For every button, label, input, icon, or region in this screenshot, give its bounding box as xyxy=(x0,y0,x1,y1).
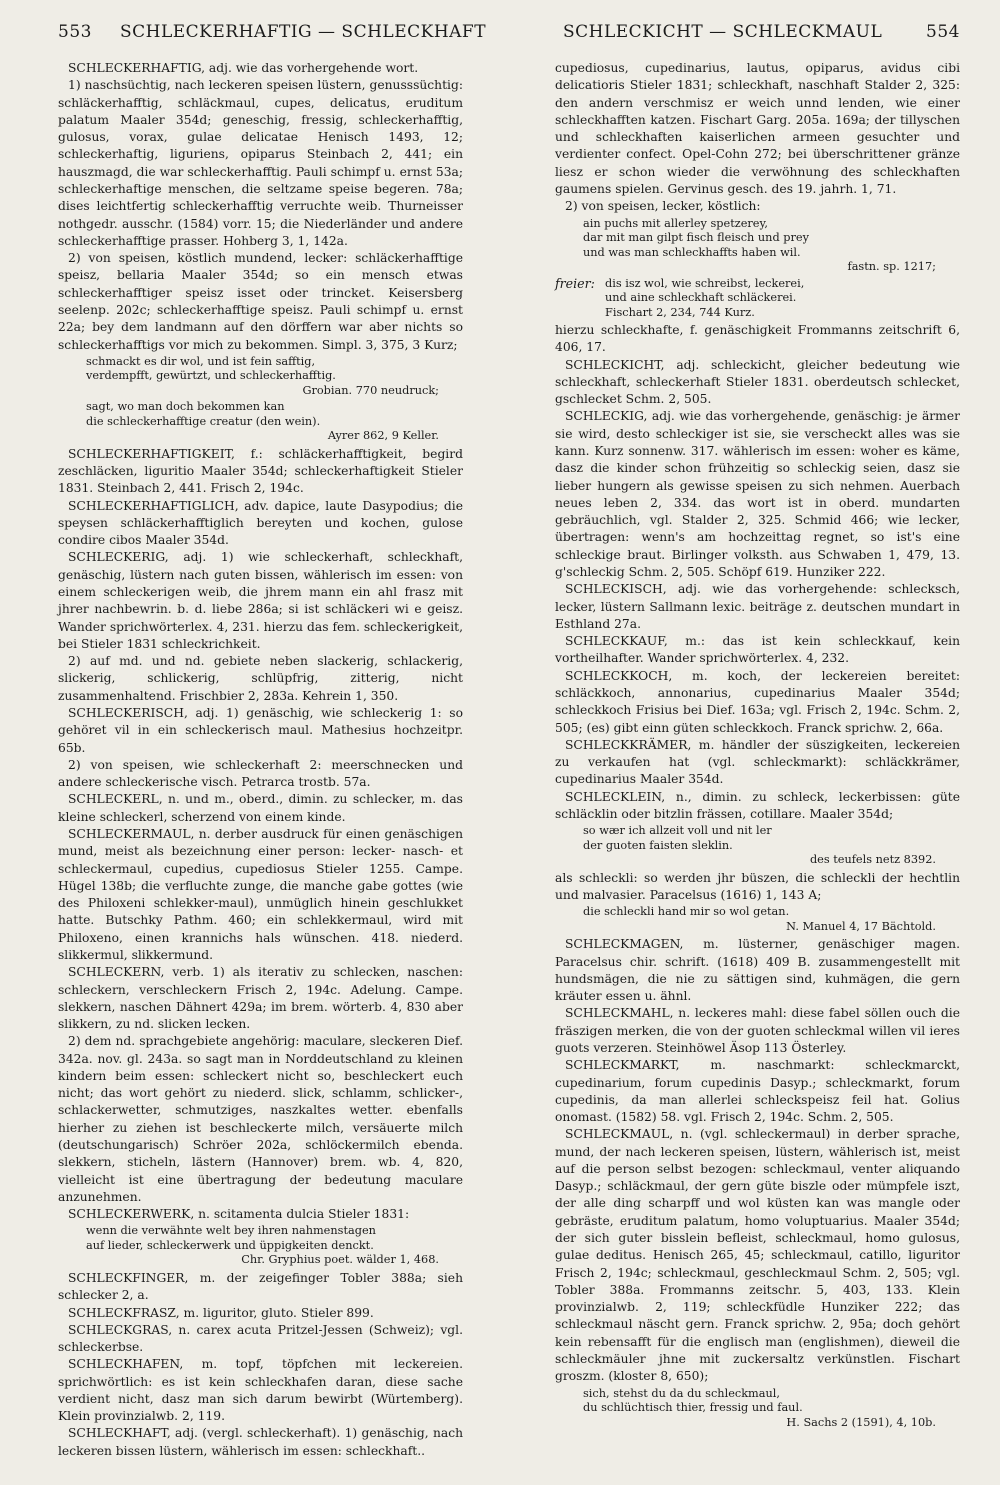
quote-lines xyxy=(605,277,960,321)
entry-sense: 2) von speisen, lecker, köstlich: xyxy=(565,199,761,214)
text-columns xyxy=(58,60,960,1460)
entry-sense: 2) auf md. und nd. gebiete neben slackerig, schlackerig, slickerig, schlickerig, schlüpfrig, zitterig, nicht zusammenhaltend. Frischbier 2, 283a. Kehrein 1, 350. xyxy=(58,654,463,703)
quotation xyxy=(86,400,463,444)
dictionary-entry: SCHLECKMARKT, m. naschmarkt: schleckmarckt, cupedinarium, forum cupedinis Dasyp.; schleckmarkt, forum cupedinis, da man allerlei schleckspeisz feil hat. Golius onomast. (1582) 58. vgl. Frisch 2, 194c. Schm. 2, 505. xyxy=(555,1058,960,1125)
dictionary-entry: SCHLECKMAGEN, m. lüsterner, genäschiger magen. Paracelsus chir. schrift. (1618) 409 B. zusammengestellt mit hundsmägen, die nie zu sättigen sind, kuhmägen, die gern kräuter essen u. ähnl. xyxy=(555,937,960,1004)
quotation xyxy=(583,217,960,275)
quote-line: auf lieder, schleckerwerk und üppigkeiten denckt. xyxy=(86,1238,374,1252)
dictionary-entry: SCHLECKHAFT, adj. (vergl. schleckerhaft). 1) genäschig, nach leckeren bissen lüstern, wählerisch im essen: schleckhaft.. xyxy=(58,1426,463,1458)
quote-source: Chr. Gryphius poet. wälder 1, 468. xyxy=(241,1253,439,1267)
quote-line: dis isz wol, wie schreibst, leckerei, xyxy=(605,276,805,290)
page-number-right: 554 xyxy=(926,22,960,42)
quote-line: ain puchs mit allerley spetzerey, xyxy=(583,216,768,230)
entry-sense: 2) dem nd. sprachgebiete angehörig: maculare, sleckeren Dief. 342a. nov. gl. 243a. so sagt man in Norddeutschland zu kleinen kindern beim essen: schleckert nicht so, beschleckert euch nicht; das wort gehört zu niederd. slick, schlamm, schlicker-, schlackerwetter, schmutziges, naszkaltes wetter. ebenfalls hierher zu ziehen ist beschleckerte milch, versäuerte milch (deutschungarisch) Schröer 202a, schlöckermilch ebenda. slekkern, sticheln, lästern (Hannover) brem. wb. 4, 820, vielleicht ist eine übertragung der bedeutung maculare anzunehmen. xyxy=(58,1034,463,1204)
dictionary-entry: SCHLECKMAUL, n. (vgl. schleckermaul) in derber sprache, mund, der nach leckeren speisen, lüstern, wählerisch ist, meist auf die person selbst bezogen: schleckmaul, venter aliquando Dasyp.; schläckmaul, der gern güte biszle oder mümpfele iszt, der alle ding scharpff und wol küsten kan was mangle oder gebräste, eruditum palatum, homo voluptuarius. Maaler 354d; der sich guter bisslein befleist, schleckmaul, homo gulosus, gulae deditus. Henisch 265, 45; schleckmaul, catillo, liguritor Frisch 2, 194c; schleckmaul, geschleckmaul Schm. 2, 505; vgl. Tobler 388a. Frommanns zeitschr. 5, 403, 133. Klein provinzialwb. 2, 119; schleckfüdle Hunziker 222; das schleckmaul näscht gern. Franck sprichw. 2, 95a; doch gehört kein rebensafft für die englisch man (englishmen), dieweil die schleckmäuler jhne mit zuckersaltz verkünstlen. Fischart groszm. (kloster 8, 650); xyxy=(555,1127,960,1384)
quote-line: verdempfft, gewürtzt, und schleckerhafftig. xyxy=(86,369,336,383)
page-header xyxy=(58,18,960,46)
dictionary-entry: SCHLECKICHT, adj. schleckicht, gleicher bedeutung wie schleckhaft, schleckerhaft Stieler 1831. oberdeutsch schlecket, gschlecket Schm. 2, 505. xyxy=(555,357,960,407)
running-title-left: SCHLECKERHAFTIG — SCHLECKHAFT xyxy=(120,22,487,42)
entry-sense: 1) naschsüchtig, nach leckeren speisen lüstern, genusssüchtig: schläckerhafftig, schläckmaul, cupes, delicatus, eruditum palatum Maaler 354d; geneschig, fressig, schleckerhafftig, gulosus, vorax, gulae delicatae Henisch 1493, 12; schleckerhaftig, liguriens, opiparus Steinbach 2, 441; ein hauszmagd, die war schleckerhafftig. Pauli schimpf u. ernst 53a; schleckerhaftige menschen, die seltzame speise begeren. 78a; dises leichtfertig schleckerhafftig verruchte weib. Thurneisser nothgedr. ausschr. (1584) vorr. 15; die Niederländer und andere schleckerhafftige prasser. Hohberg 3, 1, 142a. xyxy=(58,78,463,248)
quote-source: Ayrer 862, 9 Keller. xyxy=(327,429,439,443)
dictionary-entry: SCHLECKKOCH, m. koch, der leckereien bereitet: schläckkoch, annonarius, cupedinarius Maaler 354d; schleckkoch Frisius bei Dief. 163a; vgl. Frisch 2, 194c. Schm. 2, 505; (es) gibt einn güten schleckkoch. Franck sprichw. 2, 66a. xyxy=(555,668,960,735)
dictionary-entry: SCHLECKERL, n. und m., oberd., dimin. zu schlecker, m. das kleine schleckerl, scherzend von einem kinde. xyxy=(58,792,463,824)
quote-line: die schleckerhafftige creatur (den wein). xyxy=(86,414,321,428)
quote-source: fastn. sp. 1217; xyxy=(847,260,936,274)
quotation xyxy=(86,355,463,399)
page-number-left: 553 xyxy=(58,22,92,42)
entry-text: als schleckli: so werden jhr büszen, die schleckli der hechtlin und malvasier. Paracelsus (1616) 1, 143 A; xyxy=(555,870,960,902)
quote-line: und aine schleckhaft schläckerei. xyxy=(605,291,797,305)
dictionary-entry: SCHLECKERWERK, n. scitamenta dulcia Stieler 1831: xyxy=(68,1207,410,1222)
dictionary-entry: SCHLECKERIG, adj. 1) wie schleckerhaft, schleckhaft, genäschig, lüstern nach guten bissen, wählerisch im essen: von einem schleckerigen weib, die jhrem mann ein ahl frasz mit jhrer nachbewrin. b. d. liebe 286a; si ist schläckeri wi e geisz. Wander sprichwörterlex. 4, 231. hierzu das fem. schleckerigkeit, bei Stieler 1831 schleckrichkeit. xyxy=(58,550,463,651)
quotation xyxy=(583,824,960,868)
dictionary-entry: SCHLECKKAUF, m.: das ist kein schleckkauf, kein vortheilhafter. Wander sprichwörterlex. 4, 232. xyxy=(555,634,960,666)
dictionary-entry: SCHLECKERISCH, adj. 1) genäschig, wie schleckerig 1: so gehöret vil in ein schleckerisch maul. Mathesius hochzeitpr. 65b. xyxy=(58,706,463,755)
quote-source: Fischart 2, 234, 744 Kurz. xyxy=(605,305,755,319)
quote-line: so wær ich allzeit voll und nit ler xyxy=(583,824,772,838)
quote-line: dar mit man gilpt fisch fleisch und prey xyxy=(583,231,809,245)
dictionary-entry: SCHLECKMAHL, n. leckeres mahl: diese fabel söllen ouch die fräszigen merken, die von der guoten schleckmal willen vil ieres guots verzeren. Steinhöwel Äsop 113 Österley. xyxy=(555,1006,960,1055)
dictionary-entry: SCHLECKISCH, adj. wie das vorhergehende: schlecksch, lecker, lüstern Sallmann lexic. beiträge z. deutschen mundart in Esthland 27a. xyxy=(555,582,960,631)
quote-source: H. Sachs 2 (1591), 4, 10b. xyxy=(786,1415,936,1429)
entry-text: cupediosus, cupedinarius, lautus, opiparus, avidus cibi delicatioris Stieler 1831; schleckhaft, naschhaft Stalder 2, 325: den andern verschmisz er weich unnd lenden, wie einer schleckhafften katzen. Fischart Garg. 205a. 169a; der tillyschen und schleckhaften kaiserlichen armeen gesuchter und verdienter confect. Opel-Cohn 272; bei überschrittener gränze liesz er schon wieder die verwöhnung des schleckhaften gaumens spielen. Gervinus gesch. des 19. jahrh. 1, 71. xyxy=(555,61,960,196)
dictionary-entry: SCHLECKGRAS, n. carex acuta Pritzel-Jessen (Schweiz); vgl. schleckerbse. xyxy=(58,1322,463,1355)
dictionary-entry: SCHLECKERN, verb. 1) als iterativ zu schlecken, naschen: schleckern, verschleckern Frisch 2, 194c. Adelung. Campe. slekkern, naschen Dähnert 429a; im brem. wörterb. 4, 830 aber slikkern, zu nd. slicken lecken. xyxy=(58,965,463,1032)
quotation xyxy=(86,1224,463,1268)
quote-source: Grobian. 770 neudruck; xyxy=(302,383,439,397)
dictionary-entry: SCHLECKKRÄMER, m. händler der süszigkeiten, leckereien zu verkaufen hat (vgl. schleckmarkt): schläckkrämer, cupedinarius Maaler 354d. xyxy=(555,737,960,787)
dictionary-entry: SCHLECKERHAFTIG, adj. wie das vorhergehende wort. xyxy=(68,61,419,75)
dictionary-entry: SCHLECKIG, adj. wie das vorhergehende, genäschig: je ärmer sie wird, desto schleckiger ist sie, sie verscheckt alles was sie kann. Kurz sonnenw. 317. wählerisch im essen: woher es käme, dasz die kinder schon frühzeitig so schleckig seien, dasz sie lieber hungern als gewisse speisen zu sich nehmen. Auerbach neues leben 2, 334. das wort ist in oberd. mundarten gebräuchlich, vgl. Stalder 2, 325. Schmid 466; wie lecker, übertragen: wenn's am hochzeittag regnet, so ist's eine schleckige braut. Birlinger volksth. aus Schwaben 1, 479, 13. g'schleckig Schm. 2, 505. Schöpf 619. Hunziker 222. xyxy=(555,409,960,579)
quote-source: des teufels netz 8392. xyxy=(809,853,936,867)
quote-label: freier: xyxy=(555,275,595,291)
dictionary-entry: SCHLECKHAFEN, m. topf, töpfchen mit leckereien. sprichwörtlich: es ist kein schleckhafen daran, diese sache verdient nicht, dasz man sich darum bewirbt (Würtemberg). Klein provinzialwb. 2, 119. xyxy=(58,1357,463,1424)
dictionary-entry: SCHLECKFINGER, m. der zeigefinger Tobler 388a; sieh schlecker 2, a. xyxy=(58,1270,463,1303)
quotation xyxy=(555,277,960,321)
quotation xyxy=(583,1387,960,1431)
dictionary-entry: SCHLECKERMAUL, n. derber ausdruck für einen genäschigen mund, meist als bezeichnung einer person: lecker- nasch- et schleckermaul, cupedius, cupediosus Stieler 1255. Campe. Hügel 138b; die verfluchte zunge, die manche gabe gottes (wie des Philoxeni schlekker-maul), unmüglich hinein geschlukket hatte. Butschky Pathm. 460; ein schlekkermaul, wird mit Philoxeno, einen krannichs hals wünschen. 418. niederd. slikkermul, slikkermund. xyxy=(58,826,463,962)
entry-sense: 2) von speisen, köstlich mundend, lecker: schläckerhafftige speisz, bellaria Maaler 354d; so ein mensch etwas schleckerhafftiger speisz isset oder trincket. Keisersberg seelenp. 202c; schleckerhafftige speisz. Pauli schimpf u. ernst 22a; bey dem landmann auf den dörffern war aber nichts so schleckerhafftigs vor mich zu bekommen. Simpl. 3, 375, 3 Kurz; xyxy=(58,251,463,352)
quote-line: wenn die verwähnte welt bey ihren nahmenstagen xyxy=(86,1224,376,1238)
quotation xyxy=(583,905,960,934)
quote-line: der guoten faisten sleklin. xyxy=(583,838,733,852)
quote-source: N. Manuel 4, 17 Bächtold. xyxy=(786,919,936,933)
quote-line: und was man schleckhaffts haben wil. xyxy=(583,245,801,259)
dictionary-entry: SCHLECKERHAFTIGKEIT, f.: schläckerhafftigkeit, begird zeschläcken, liguritio Maaler 354d; schleckerhaftigkeit Stieler 1831. Steinbach 2, 441. Frisch 2, 194c. xyxy=(58,446,463,496)
quote-line: sich, stehst du da du schleckmaul, xyxy=(583,1386,780,1400)
entry-text: hierzu schleckhafte, f. genäschigkeit Frommanns zeitschrift 6, 406, 17. xyxy=(555,323,960,355)
right-column xyxy=(555,60,960,1460)
quote-line: die schleckli hand mir so wol getan. xyxy=(583,905,790,919)
quote-line: du schlüchtisch thier, fressig und faul. xyxy=(583,1401,803,1415)
left-column xyxy=(58,60,463,1460)
dictionary-entry: SCHLECKLEIN, n., dimin. zu schleck, leckerbissen: güte schläcklin oder bitzlin frässen, cotillare. Maaler 354d; xyxy=(555,789,960,821)
quote-line: sagt, wo man doch bekommen kan xyxy=(86,400,285,414)
dictionary-entry: SCHLECKERHAFTIGLICH, adv. dapice, laute Dasypodius; die speysen schläckerhafftiglich bereyten und kochen, gulose condire cibos Maaler 354d. xyxy=(58,498,463,548)
entry-sense: 2) von speisen, wie schleckerhaft 2: meerschnecken und andere schleckerische visch. Petrarca trostb. 57a. xyxy=(58,757,463,790)
running-title-right: SCHLECKICHT — SCHLECKMAUL xyxy=(563,22,883,42)
dictionary-entry: SCHLECKFRASZ, m. liguritor, gluto. Stieler 899. xyxy=(68,1305,374,1320)
quote-line: schmackt es dir wol, und ist fein safftig, xyxy=(86,354,316,368)
